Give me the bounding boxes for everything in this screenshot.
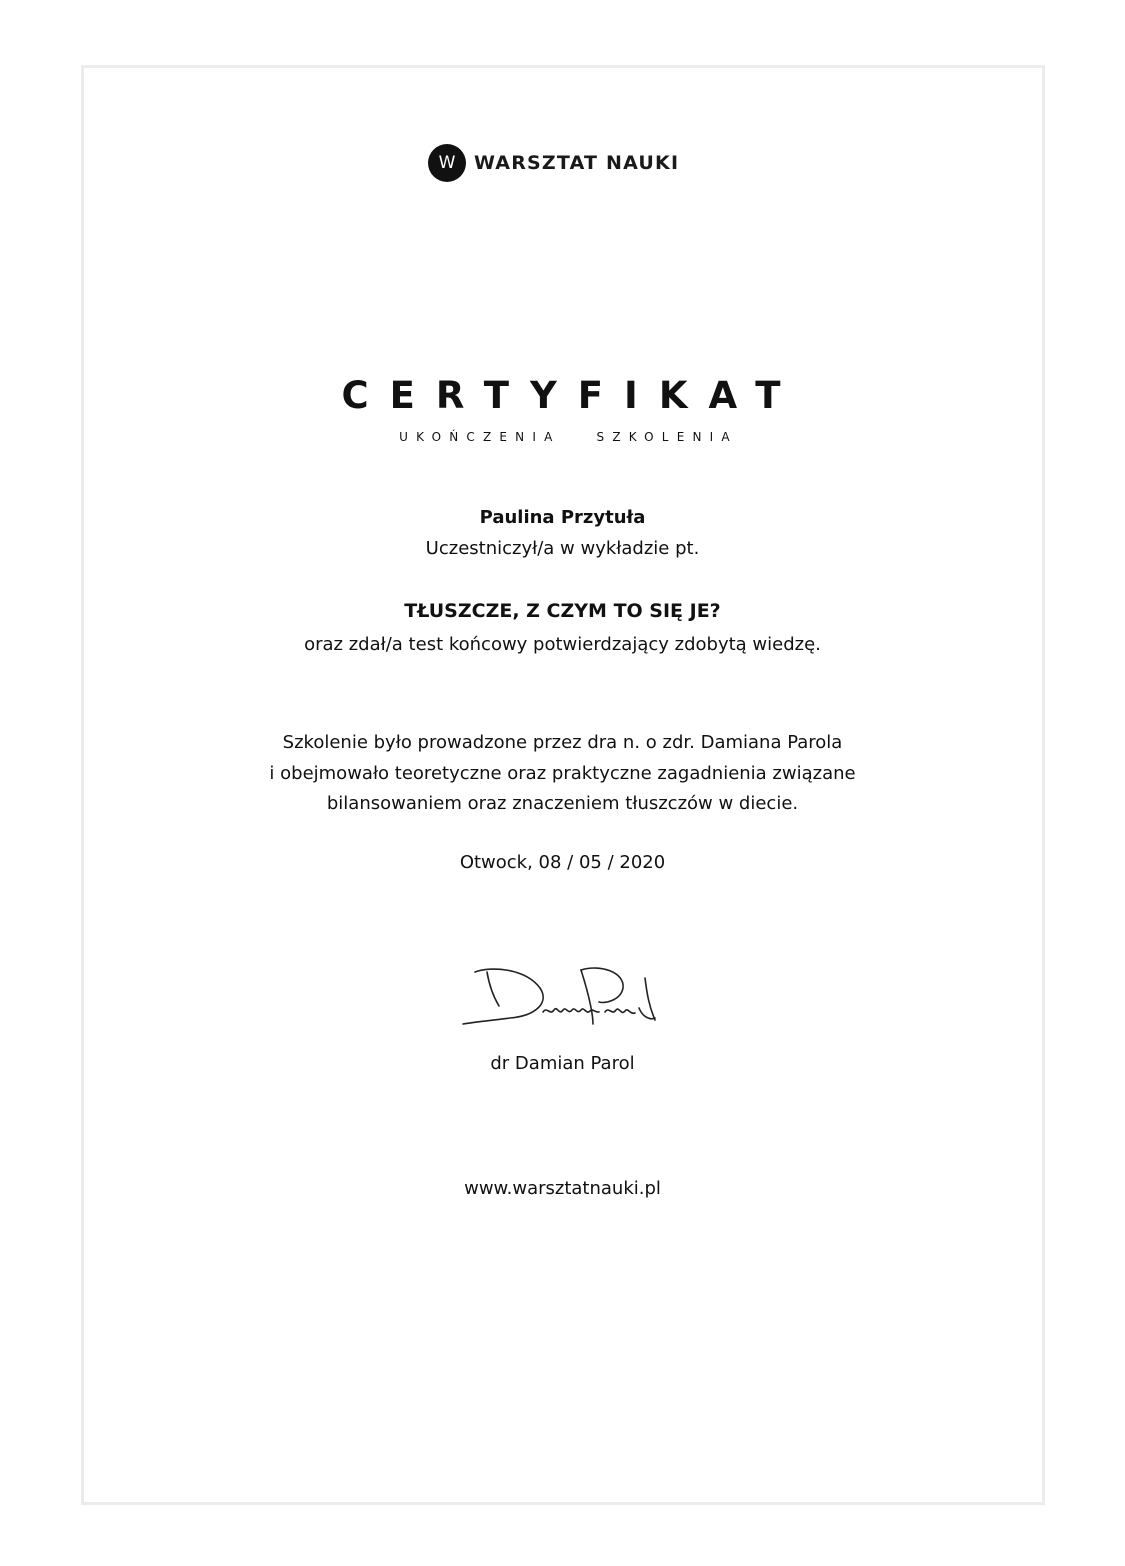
- description-line: i obejmowało teoretyczne oraz praktyczne zagadnienia związane: [269, 762, 856, 784]
- description-line: bilansowaniem oraz znaczeniem tłuszczów w diecie.: [326, 793, 799, 814]
- place-date: Otwock, 08 / 05 / 2020: [459, 852, 666, 873]
- certificate-subtitle: UKOŃCZENIA SZKOLENIA: [399, 430, 738, 444]
- signatory-name: dr Damian Parol: [490, 1053, 635, 1074]
- test-text: oraz zdał/a test końcowy potwierdzający zdobytą wiedzę.: [304, 634, 821, 655]
- description-line: Szkolenie było prowadzone przez dra n. o zdr. Damiana Parola: [282, 732, 843, 753]
- logo: [428, 144, 679, 182]
- logo-text: WARSZTAT NAUKI: [474, 152, 680, 174]
- course-title: TŁUSZCZE, Z CZYM TO SIĘ JE?: [404, 600, 721, 622]
- logo-mark-icon: W: [428, 144, 466, 182]
- description: [0, 728, 1125, 820]
- participant-name: Paulina Przytuła: [479, 507, 646, 528]
- participation-text: Uczestniczył/a w wykładzie pt.: [425, 538, 700, 559]
- signature-image: [455, 958, 675, 1038]
- certificate-title: CERTYFIKAT: [341, 374, 802, 417]
- website-link[interactable]: www.warsztatnauki.pl: [464, 1178, 661, 1199]
